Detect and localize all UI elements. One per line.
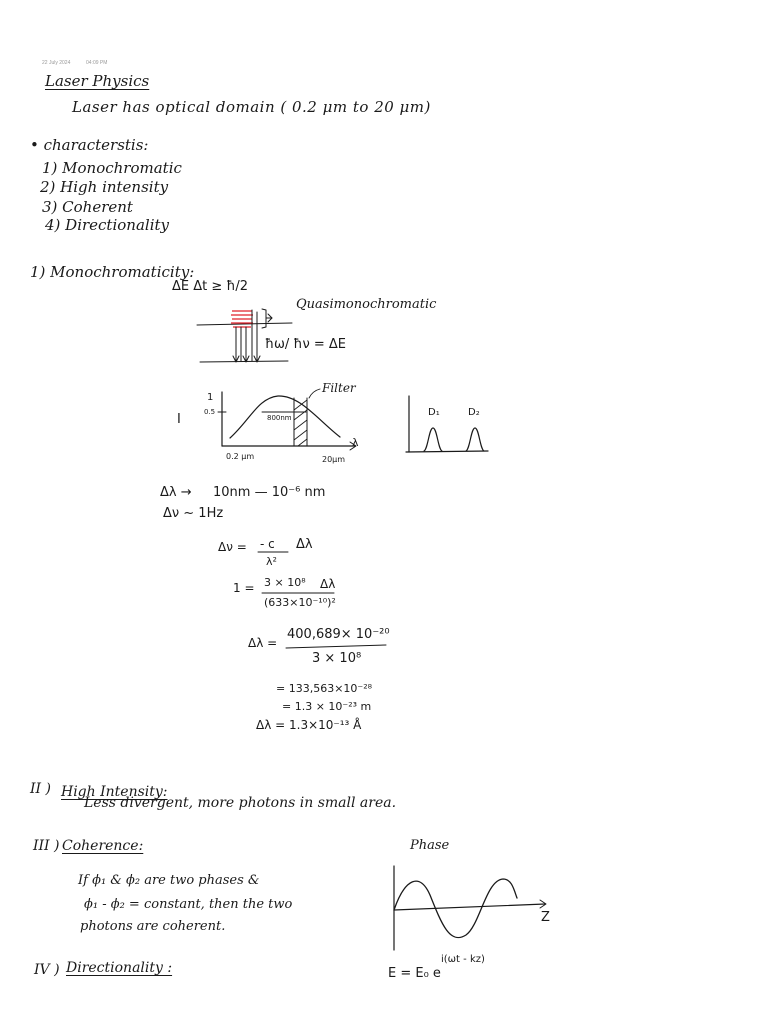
detector-graph: [406, 396, 488, 452]
graph-tick-one: 1: [207, 392, 214, 403]
directionality-heading: Directionality :: [66, 960, 173, 976]
section-number: IV ): [34, 962, 60, 978]
detector-d1-label: D₁: [428, 407, 440, 418]
equation-result: Δλ = 1.3×10⁻¹³ Å: [256, 718, 362, 732]
characteristic-item: 4) Directionality: [45, 216, 169, 234]
equation-rhs: Δλ: [296, 537, 313, 552]
coherence-heading: Coherence:: [62, 838, 144, 854]
equation-line: Δν ~ 1Hz: [163, 506, 224, 521]
intro-line: Laser has optical domain ( 0.2 μm to 20 μm): [72, 98, 431, 116]
fraction-bar-3: [286, 645, 386, 648]
section-number: II ): [30, 781, 51, 797]
equation-line: = 133,563×10⁻²⁸: [276, 682, 373, 695]
section-number: III ): [33, 838, 60, 854]
z-axis-label: Z: [541, 910, 550, 925]
monochromaticity-heading: 1) Monochromaticity:: [30, 263, 195, 281]
equation-denominator: (633×10⁻¹⁰)²: [264, 596, 336, 609]
characteristic-item: 3) Coherent: [42, 198, 133, 216]
equation-line: Δλ →: [160, 485, 192, 500]
equation-rhs: Δλ: [320, 577, 336, 591]
wave-plot: [394, 866, 546, 950]
page-title: Laser Physics: [45, 72, 150, 90]
characteristic-item: 2) High intensity: [40, 178, 169, 196]
wave-equation: E = E₀ e: [388, 966, 441, 981]
equation-numerator: - c: [260, 537, 275, 551]
equation-line: 10nm — 10⁻⁶ nm: [213, 485, 326, 500]
high-intensity-heading: High Intensity:: [61, 784, 168, 800]
high-intensity-text: Less divergent, more photons in small area.: [84, 795, 397, 811]
characteristic-item: 1) Monochromatic: [42, 159, 182, 177]
equation-numerator: 3 × 10⁸: [264, 576, 306, 589]
equation-denominator: λ²: [266, 555, 277, 568]
uncertainty-relation: ΔE Δt ≥ ħ/2: [172, 279, 249, 294]
filter-label: Filter: [322, 381, 356, 395]
equation-numerator: 400,689× 10⁻²⁰: [287, 627, 390, 642]
x-axis-start: 0.2 μm: [226, 452, 255, 461]
coherence-text: ϕ₁ - ϕ₂ = constant, then the two: [84, 897, 293, 912]
quasimonochromatic-label: Quasimonochromatic: [296, 297, 437, 312]
wave-equation-exponent: i(ωt - kz): [441, 954, 485, 965]
bandwidth-label: 800nm: [267, 414, 292, 422]
note-time: 04:09 PM: [86, 60, 108, 66]
detector-d2-label: D₂: [468, 407, 480, 418]
equation-line: = 1.3 × 10⁻²³ m: [282, 700, 372, 713]
coherence-text: photons are coherent.: [80, 919, 226, 934]
equation-denominator: 3 × 10⁸: [312, 651, 362, 666]
energy-relation: ħω/ ħν = ΔE: [265, 337, 346, 352]
x-axis-end: 20μm: [322, 455, 346, 464]
graph-intensity-label: I: [177, 412, 181, 427]
characteristics-heading: • characterstis:: [30, 136, 149, 154]
equation-lhs: 1 =: [233, 581, 255, 595]
coherence-text: If ϕ₁ & ϕ₂ are two phases &: [78, 873, 260, 888]
equation-lhs: Δλ =: [248, 636, 278, 650]
note-date: 22 July 2024: [42, 60, 71, 66]
energy-level-diagram: [197, 309, 292, 362]
equation-lhs: Δν =: [218, 540, 247, 554]
phase-label: Phase: [410, 838, 450, 853]
lambda-axis-label: λ: [352, 436, 359, 449]
graph-tick-half: 0.5: [204, 408, 216, 416]
